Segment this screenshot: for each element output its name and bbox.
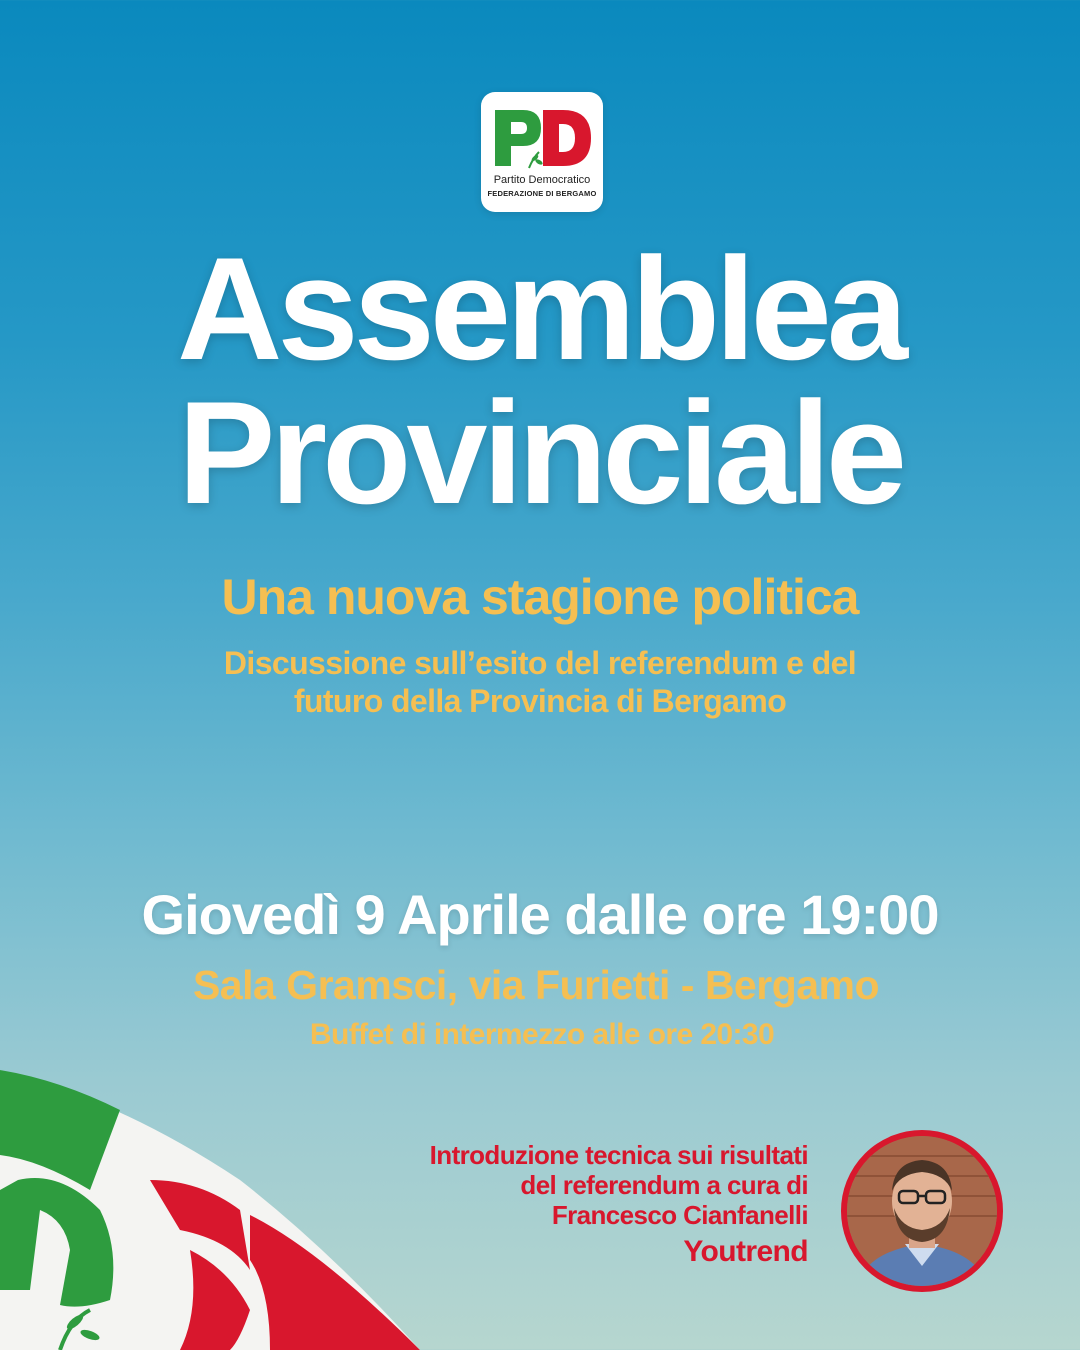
description-line-1: Discussione sull’esito del referendum e del bbox=[223, 645, 857, 681]
subtitle: Una nuova stagione politica bbox=[221, 569, 859, 625]
logo-party-name: Partito Democratico bbox=[493, 174, 591, 186]
event-venue: Sala Gramsci, via Furietti - Bergamo bbox=[192, 962, 880, 1008]
title-line-1: Assemblea bbox=[177, 227, 903, 390]
title-line-2: Provinciale bbox=[177, 371, 903, 534]
pd-logo-icon bbox=[489, 102, 595, 174]
pd-logo bbox=[481, 92, 603, 212]
description-line-2: futuro della Provincia di Bergamo bbox=[293, 683, 787, 719]
speaker-intro-line-1: Introduzione tecnica sui risultati bbox=[429, 1140, 808, 1170]
pd-flag-image bbox=[0, 1060, 440, 1350]
event-date: Giovedì 9 Aprile dalle ore 19:00 bbox=[141, 883, 939, 946]
speaker-intro-line-2: del referendum a cura di bbox=[520, 1170, 808, 1200]
speaker-organization: Youtrend bbox=[683, 1235, 808, 1268]
speaker-photo bbox=[841, 1130, 1003, 1292]
speaker-name: Francesco Cianfanelli bbox=[551, 1200, 808, 1230]
logo-federation: FEDERAZIONE DI BERGAMO bbox=[487, 189, 597, 198]
event-buffet: Buffet di intermezzo alle ore 20:30 bbox=[309, 1018, 775, 1051]
